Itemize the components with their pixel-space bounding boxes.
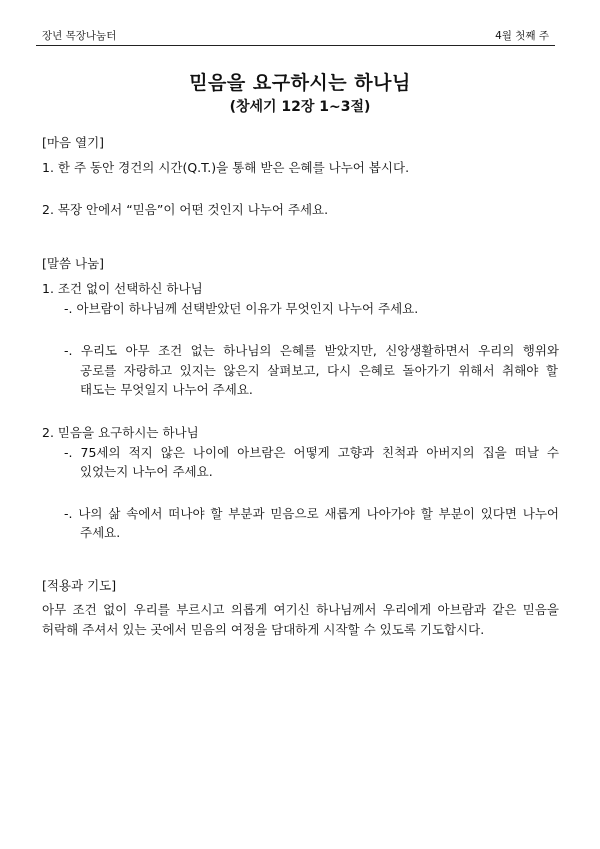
share-point-1-title: 1. 조건 없이 선택하신 하나님 bbox=[42, 281, 203, 296]
share-point-2-question-2-line-2: 주세요. bbox=[80, 525, 121, 540]
section-heading-prayer: [적용과 기도] bbox=[42, 578, 117, 593]
header-right-text: 4월 첫째 주 bbox=[495, 30, 549, 42]
page-header bbox=[36, 25, 555, 46]
section-heading-open: [마음 열기] bbox=[42, 135, 105, 150]
share-point-1-question-2-line-1: -. 우리도 아무 조건 없는 하나님의 은혜를 받았지만, 신앙생활하면서 우리의 행위와 bbox=[64, 343, 559, 358]
share-point-2-title: 2. 믿음을 요구하시는 하나님 bbox=[42, 425, 199, 440]
share-point-1-question-2-line-2: 공로를 자랑하고 있지는 않은지 살펴보고, 다시 은혜로 돌아가기 위해서 취해야 할 bbox=[80, 363, 558, 378]
share-point-2-question-2-line-1: -. 나의 삶 속에서 떠나야 할 부분과 믿음으로 새롭게 나아가야 할 부분이 있다면 나누어 bbox=[64, 506, 559, 521]
page-title: 믿음을 요구하시는 하나님 bbox=[189, 72, 411, 94]
share-point-1-question-1: -. 아브람이 하나님께 선택받았던 이유가 무엇인지 나누어 주세요. bbox=[64, 301, 419, 316]
open-item-1: 1. 한 주 동안 경건의 시간(Q.T.)을 통해 받은 은혜를 나누어 봅시다. bbox=[42, 160, 410, 175]
share-point-1-question-2-line-3: 태도는 무엇일지 나누어 주세요. bbox=[80, 382, 253, 397]
open-item-2: 2. 목장 안에서 “믿음”이 어떤 것인지 나누어 주세요. bbox=[42, 202, 329, 217]
section-heading-share: [말씀 나눔] bbox=[42, 256, 105, 271]
share-point-2-question-1-line-2: 있었는지 나누어 주세요. bbox=[80, 464, 213, 479]
share-point-2-question-1-line-1: -. 75세의 적지 않은 나이에 아브람은 어떻게 고향과 친척과 아버지의 집을 떠날 수 bbox=[64, 445, 559, 460]
prayer-line-2: 허락해 주셔서 있는 곳에서 믿음의 여정을 담대하게 시작할 수 있도록 기도합시다. bbox=[42, 622, 485, 637]
page-subtitle: (창세기 12장 1~3절) bbox=[229, 99, 371, 115]
prayer-line-1: 아무 조건 없이 우리를 부르시고 의롭게 여기신 하나님께서 우리에게 아브람과 같은 믿음을 bbox=[42, 602, 559, 617]
header-left-text: 장년 목장나눔터 bbox=[42, 30, 117, 42]
